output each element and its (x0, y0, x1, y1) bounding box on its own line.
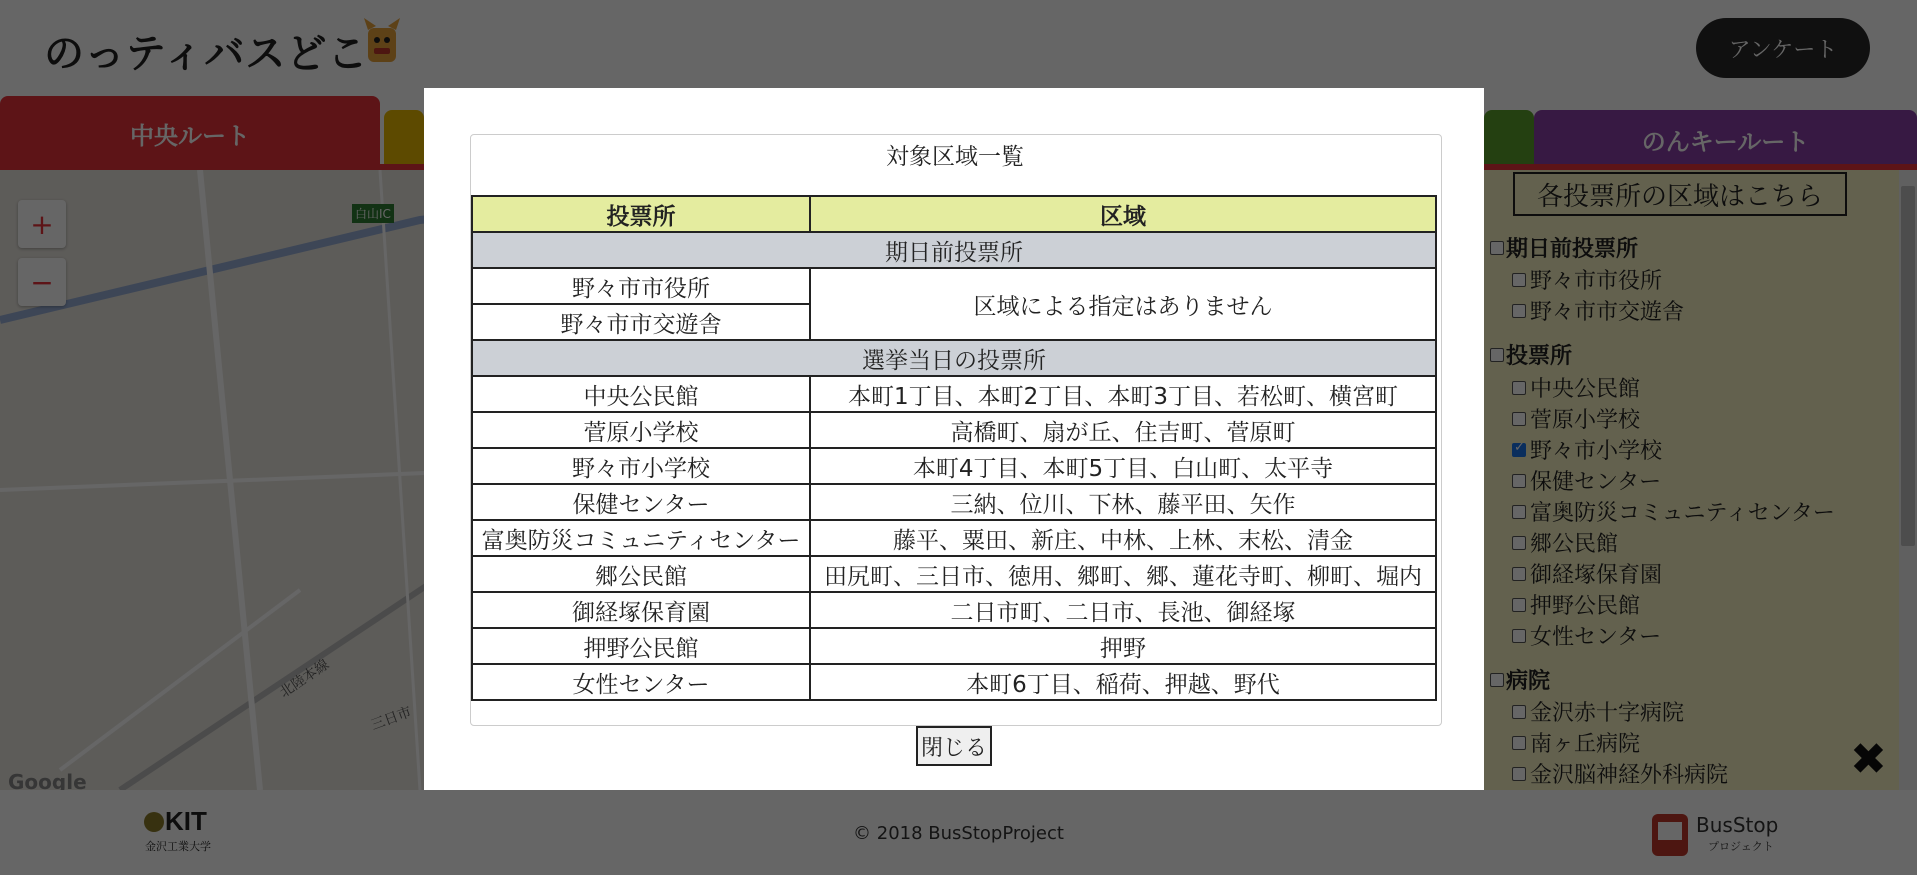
cell-region: 本町1丁目、本町2丁目、本町3丁目、若松町、横宮町 (810, 376, 1436, 412)
cell-place: 女性センター (472, 664, 810, 700)
cell-place: 野々市小学校 (472, 448, 810, 484)
table-row (472, 520, 1436, 556)
table-row (472, 412, 1436, 448)
table-row (472, 448, 1436, 484)
cell-region: 本町6丁目、稲荷、押越、野代 (810, 664, 1436, 700)
cell-place: 富奥防災コミュニティセンター (472, 520, 810, 556)
cell-region: 田尻町、三日市、徳用、郷町、郷、蓮花寺町、柳町、堀内 (810, 556, 1436, 592)
table-row (472, 484, 1436, 520)
cell-place: 菅原小学校 (472, 412, 810, 448)
cell-place: 保健センター (472, 484, 810, 520)
table-row (472, 268, 1436, 304)
cell-region: 藤平、粟田、新庄、中林、上林、末松、清金 (810, 520, 1436, 556)
cell-place: 御経塚保育園 (472, 592, 810, 628)
cell-region: 三納、位川、下林、藤平田、矢作 (810, 484, 1436, 520)
close-modal-button[interactable]: 閉じる (916, 726, 992, 766)
cell-place: 中央公民館 (472, 376, 810, 412)
table-row (472, 628, 1436, 664)
table-row (472, 592, 1436, 628)
table-row (472, 556, 1436, 592)
table-row (472, 376, 1436, 412)
section-row (472, 232, 1436, 268)
cell-region: 高橋町、扇が丘、住吉町、菅原町 (810, 412, 1436, 448)
header-polling-place: 投票所 (472, 196, 810, 232)
table-caption: 対象区域一覧 (886, 144, 1024, 170)
cell-place: 野々市市交遊舎 (472, 304, 810, 340)
header-region: 区域 (810, 196, 1436, 232)
cell-place: 押野公民館 (472, 628, 810, 664)
section-early-voting: 期日前投票所 (472, 232, 1436, 268)
cell-region: 本町4丁目、本町5丁目、白山町、太平寺 (810, 448, 1436, 484)
table-row (472, 664, 1436, 700)
cell-place: 野々市市役所 (472, 268, 810, 304)
section-election-day: 選挙当日の投票所 (472, 340, 1436, 376)
table-header-row (472, 196, 1436, 232)
cell-region: 区域による指定はありません (810, 268, 1436, 340)
cell-region: 二日市町、二日市、長池、御経塚 (810, 592, 1436, 628)
cell-place: 郷公民館 (472, 556, 810, 592)
district-table (471, 195, 1437, 701)
cell-region: 押野 (810, 628, 1436, 664)
section-row (472, 340, 1436, 376)
